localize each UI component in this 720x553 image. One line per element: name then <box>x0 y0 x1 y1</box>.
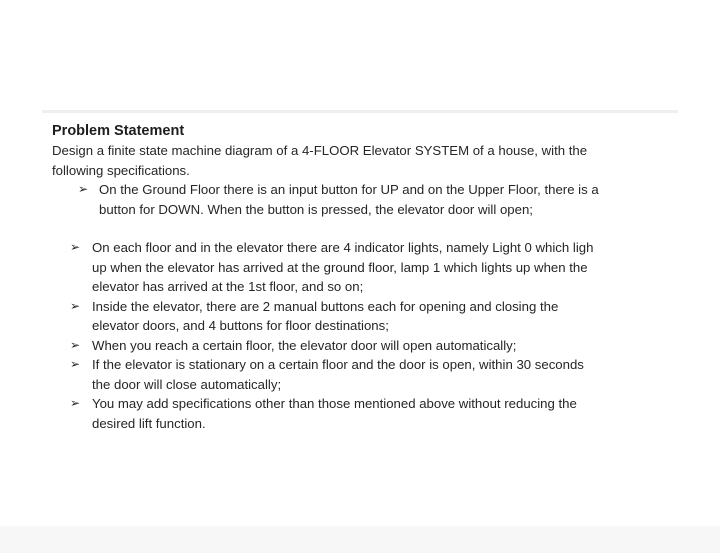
spec-item-auto-close <box>52 355 678 394</box>
arrow-bullet-icon: ➢ <box>70 298 81 313</box>
spec-item-auto-open <box>52 336 678 356</box>
arrow-bullet-icon: ➢ <box>70 396 81 410</box>
arrow-bullet-icon: ➢ <box>78 182 89 196</box>
spec-line: the door will close automatically; <box>92 376 282 392</box>
spec-line: On each floor and in the elevator there are 4 indicator lights, namely Light 0 which ligh <box>92 240 594 255</box>
spec-line: up when the elevator has arrived at the ground floor, lamp 1 which lights up when the <box>92 259 588 275</box>
intro-line: Design a finite state machine diagram of a 4-FLOOR Elevator SYSTEM of a house, with the <box>52 143 588 158</box>
spec-line: You may add specifications other than those mentioned above without reducing the <box>92 396 577 411</box>
spec-line: desired lift function. <box>92 415 206 431</box>
specifications-list <box>52 180 678 433</box>
arrow-bullet-icon: ➢ <box>70 357 81 371</box>
document-title: Problem Statement <box>52 123 185 139</box>
spec-line: button for DOWN. When the button is pressed, the elevator door will open; <box>99 201 533 217</box>
spec-line: On the Ground Floor there is an input button for UP and on the Upper Floor, there is a <box>99 182 599 197</box>
spec-item-manual-buttons <box>52 297 678 336</box>
spec-item-up-down-buttons <box>52 180 678 219</box>
intro-line: following specifications. <box>52 162 190 178</box>
spec-line: Inside the elevator, there are 2 manual buttons each for opening and closing the <box>92 298 559 314</box>
intro-paragraph <box>52 141 678 180</box>
spec-item-extra-specs <box>52 394 678 433</box>
arrow-bullet-icon: ➢ <box>70 240 81 254</box>
spec-item-indicator-lights <box>52 238 678 297</box>
spec-line: elevator doors, and 4 buttons for floor destinations; <box>92 318 389 333</box>
spec-line: If the elevator is stationary on a certain floor and the door is open, within 30 seconds <box>92 357 584 372</box>
document-top-edge <box>42 110 678 113</box>
problem-statement-document <box>52 121 678 433</box>
spec-line: When you reach a certain floor, the elevator door will open automatically; <box>92 337 517 353</box>
arrow-bullet-icon: ➢ <box>70 337 81 352</box>
spec-line: elevator has arrived at the 1st floor, and so on; <box>92 279 364 294</box>
bottom-band <box>0 526 720 553</box>
